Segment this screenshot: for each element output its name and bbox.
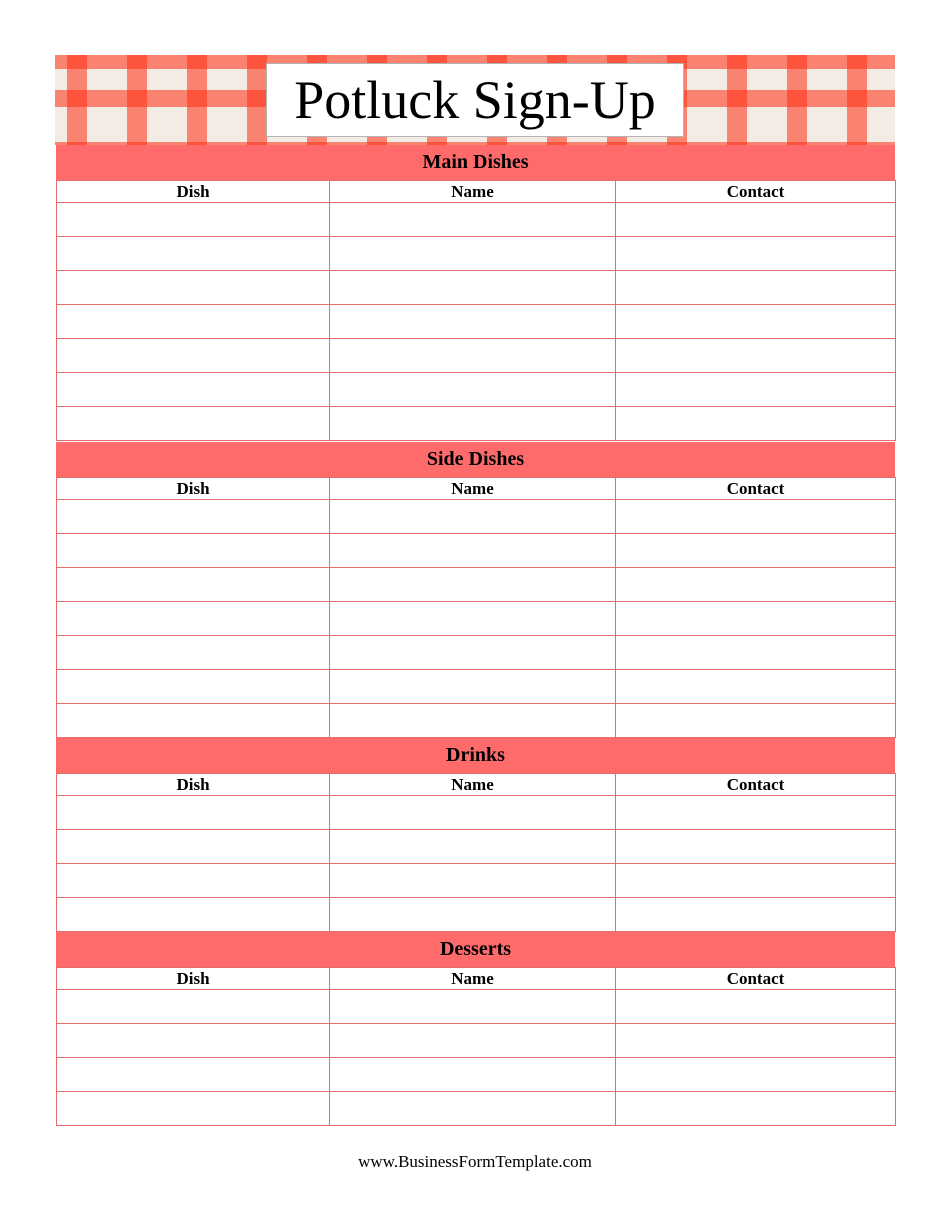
column-header-row bbox=[57, 774, 896, 796]
entry-cell-dish[interactable] bbox=[57, 636, 330, 670]
page-title: Potluck Sign-Up bbox=[294, 70, 656, 130]
entry-cell-name[interactable] bbox=[330, 864, 616, 898]
table-row bbox=[57, 670, 896, 704]
entry-cell-dish[interactable] bbox=[57, 373, 330, 407]
column-header-name: Name bbox=[330, 968, 616, 990]
entry-cell-contact[interactable] bbox=[616, 339, 896, 373]
table-row bbox=[57, 1058, 896, 1092]
entry-cell-dish[interactable] bbox=[57, 1024, 330, 1058]
signup-table bbox=[56, 477, 896, 738]
entry-cell-name[interactable] bbox=[330, 1058, 616, 1092]
table-row bbox=[57, 568, 896, 602]
entry-cell-name[interactable] bbox=[330, 271, 616, 305]
entry-cell-contact[interactable] bbox=[616, 990, 896, 1024]
entry-cell-name[interactable] bbox=[330, 830, 616, 864]
table-row bbox=[57, 237, 896, 271]
entry-cell-dish[interactable] bbox=[57, 1092, 330, 1126]
entry-cell-contact[interactable] bbox=[616, 1024, 896, 1058]
table-row bbox=[57, 500, 896, 534]
column-header-dish: Dish bbox=[57, 968, 330, 990]
entry-cell-dish[interactable] bbox=[57, 203, 330, 237]
table-row bbox=[57, 602, 896, 636]
entry-cell-dish[interactable] bbox=[57, 796, 330, 830]
column-header-row bbox=[57, 181, 896, 203]
signup-table bbox=[56, 773, 896, 932]
entry-cell-contact[interactable] bbox=[616, 704, 896, 738]
entry-cell-dish[interactable] bbox=[57, 407, 330, 441]
entry-cell-contact[interactable] bbox=[616, 864, 896, 898]
table-row bbox=[57, 271, 896, 305]
table-row bbox=[57, 864, 896, 898]
entry-cell-dish[interactable] bbox=[57, 237, 330, 271]
entry-cell-name[interactable] bbox=[330, 203, 616, 237]
entry-cell-name[interactable] bbox=[330, 990, 616, 1024]
section-header: Drinks bbox=[56, 738, 895, 773]
column-header-row bbox=[57, 968, 896, 990]
entry-cell-contact[interactable] bbox=[616, 407, 896, 441]
column-header-contact: Contact bbox=[616, 968, 896, 990]
table-row bbox=[57, 1092, 896, 1126]
column-header-name: Name bbox=[330, 181, 616, 203]
table-row bbox=[57, 796, 896, 830]
section-main-dishes bbox=[56, 145, 895, 441]
entry-cell-dish[interactable] bbox=[57, 568, 330, 602]
column-header-name: Name bbox=[330, 774, 616, 796]
section-desserts bbox=[56, 932, 895, 1126]
entry-cell-name[interactable] bbox=[330, 305, 616, 339]
title-box bbox=[266, 63, 684, 137]
entry-cell-contact[interactable] bbox=[616, 1092, 896, 1126]
column-header-dish: Dish bbox=[57, 181, 330, 203]
table-row bbox=[57, 305, 896, 339]
table-row bbox=[57, 407, 896, 441]
entry-cell-contact[interactable] bbox=[616, 796, 896, 830]
entry-cell-contact[interactable] bbox=[616, 670, 896, 704]
entry-cell-contact[interactable] bbox=[616, 1058, 896, 1092]
section-header: Side Dishes bbox=[56, 442, 895, 477]
entry-cell-name[interactable] bbox=[330, 670, 616, 704]
entry-cell-name[interactable] bbox=[330, 796, 616, 830]
entry-cell-contact[interactable] bbox=[616, 203, 896, 237]
section-side-dishes bbox=[56, 442, 895, 738]
table-row bbox=[57, 636, 896, 670]
table-row bbox=[57, 830, 896, 864]
column-header-contact: Contact bbox=[616, 478, 896, 500]
entry-cell-name[interactable] bbox=[330, 636, 616, 670]
entry-cell-dish[interactable] bbox=[57, 864, 330, 898]
table-row bbox=[57, 990, 896, 1024]
table-row bbox=[57, 1024, 896, 1058]
entry-cell-name[interactable] bbox=[330, 704, 616, 738]
entry-cell-contact[interactable] bbox=[616, 271, 896, 305]
entry-cell-dish[interactable] bbox=[57, 1058, 330, 1092]
entry-cell-contact[interactable] bbox=[616, 305, 896, 339]
footer-url: www.BusinessFormTemplate.com bbox=[358, 1152, 592, 1171]
section-header: Main Dishes bbox=[56, 145, 895, 180]
entry-cell-name[interactable] bbox=[330, 602, 616, 636]
entry-cell-dish[interactable] bbox=[57, 898, 330, 932]
entry-cell-dish[interactable] bbox=[57, 271, 330, 305]
signup-table bbox=[56, 180, 896, 441]
entry-cell-name[interactable] bbox=[330, 1092, 616, 1126]
entry-cell-name[interactable] bbox=[330, 373, 616, 407]
entry-cell-name[interactable] bbox=[330, 339, 616, 373]
entry-cell-dish[interactable] bbox=[57, 830, 330, 864]
column-header-dish: Dish bbox=[57, 774, 330, 796]
entry-cell-name[interactable] bbox=[330, 407, 616, 441]
signup-table bbox=[56, 967, 896, 1126]
table-row bbox=[57, 704, 896, 738]
entry-cell-name[interactable] bbox=[330, 568, 616, 602]
entry-cell-dish[interactable] bbox=[57, 670, 330, 704]
entry-cell-name[interactable] bbox=[330, 534, 616, 568]
column-header-row bbox=[57, 478, 896, 500]
column-header-contact: Contact bbox=[616, 181, 896, 203]
entry-cell-contact[interactable] bbox=[616, 373, 896, 407]
entry-cell-contact[interactable] bbox=[616, 602, 896, 636]
section-drinks bbox=[56, 738, 895, 932]
entry-cell-name[interactable] bbox=[330, 237, 616, 271]
entry-cell-name[interactable] bbox=[330, 500, 616, 534]
entry-cell-contact[interactable] bbox=[616, 898, 896, 932]
table-row bbox=[57, 373, 896, 407]
entry-cell-dish[interactable] bbox=[57, 704, 330, 738]
entry-cell-name[interactable] bbox=[330, 898, 616, 932]
table-row bbox=[57, 534, 896, 568]
entry-cell-name[interactable] bbox=[330, 1024, 616, 1058]
entry-cell-contact[interactable] bbox=[616, 237, 896, 271]
entry-cell-contact[interactable] bbox=[616, 636, 896, 670]
entry-cell-dish[interactable] bbox=[57, 602, 330, 636]
column-header-contact: Contact bbox=[616, 774, 896, 796]
table-row bbox=[57, 339, 896, 373]
entry-cell-dish[interactable] bbox=[57, 534, 330, 568]
column-header-dish: Dish bbox=[57, 478, 330, 500]
table-row bbox=[57, 898, 896, 932]
entry-cell-contact[interactable] bbox=[616, 568, 896, 602]
entry-cell-dish[interactable] bbox=[57, 305, 330, 339]
entry-cell-dish[interactable] bbox=[57, 339, 330, 373]
entry-cell-contact[interactable] bbox=[616, 500, 896, 534]
column-header-name: Name bbox=[330, 478, 616, 500]
entry-cell-contact[interactable] bbox=[616, 534, 896, 568]
entry-cell-dish[interactable] bbox=[57, 990, 330, 1024]
section-header: Desserts bbox=[56, 932, 895, 967]
entry-cell-dish[interactable] bbox=[57, 500, 330, 534]
table-row bbox=[57, 203, 896, 237]
entry-cell-contact[interactable] bbox=[616, 830, 896, 864]
